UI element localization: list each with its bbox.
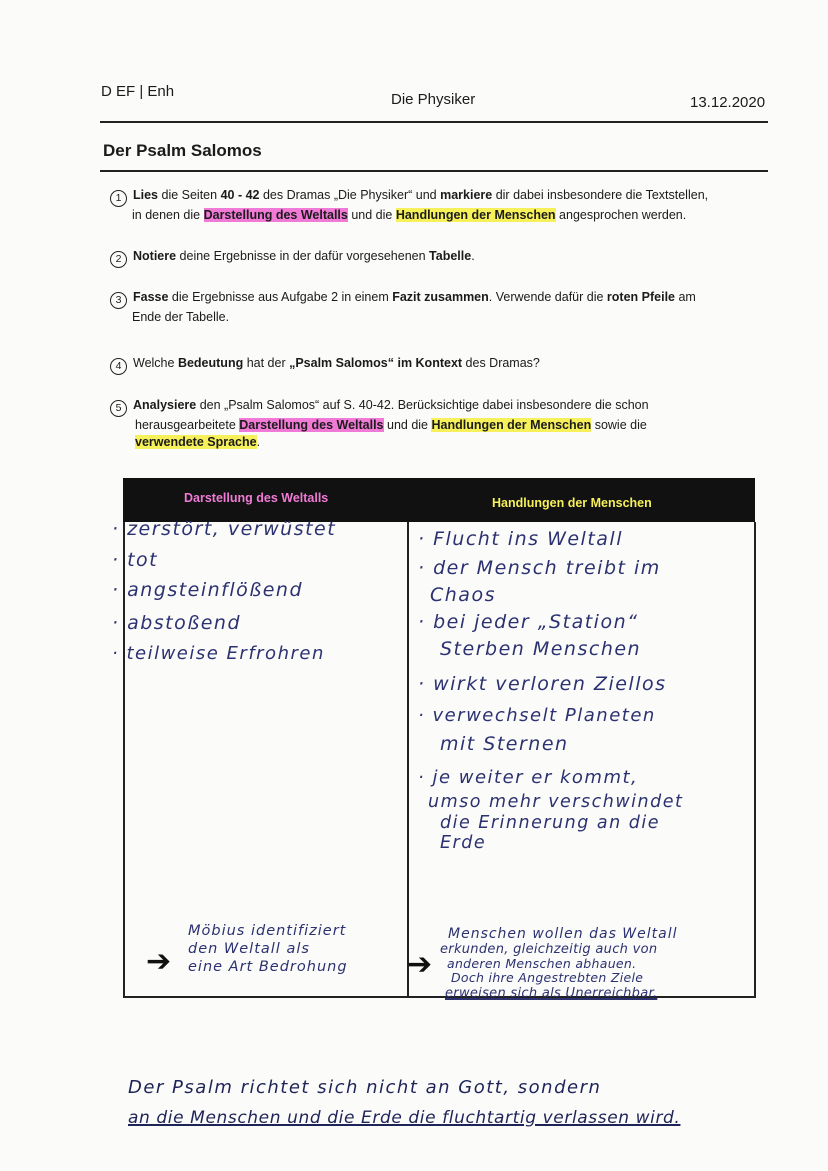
task-number: 3 xyxy=(110,292,127,309)
task-2: 2 Notiere deine Ergebnisse in der dafür vorgesehenen Tabelle. xyxy=(110,248,770,268)
task-4: 4 Welche Bedeutung hat der „Psalm Salomos“ im Kontext des Dramas? xyxy=(110,355,770,375)
title-rule xyxy=(100,170,768,172)
col2-item: Chaos xyxy=(430,584,496,606)
course-label: D EF | Enh xyxy=(101,83,175,100)
col2-conclusion-line: Doch ihre Angestrebten Ziele xyxy=(451,970,644,985)
topic-label: Die Physiker xyxy=(391,91,476,108)
col1-conclusion-line: den Weltall als xyxy=(188,941,310,957)
col2-conclusion-line: Menschen wollen das Weltall xyxy=(448,926,678,942)
task-3: 3 Fasse die Ergebnisse aus Aufgabe 2 in einem Fazit zusammen. Verwende dafür die roten Pfeile am Ende der Tabelle. xyxy=(110,289,770,326)
task-5: 5 Analysiere den „Psalm Salomos“ auf S. 40-42. Berücksichtige dabei insbesondere die schon herausgearbeitete Darstellung des Weltalls und die Handlungen der Menschen sowie die verwendete Sprache. xyxy=(110,397,770,451)
arrow-icon: ➔ xyxy=(146,945,172,978)
col2-item: · der Mensch treibt im xyxy=(418,557,661,579)
task-1: 1 Lies die Seiten 40 - 42 des Dramas „Die Physiker“ und markiere dir dabei insbesondere die Textstellen, in denen die Darstellung des Weltalls und die Handlungen der Menschen angesprochen werden. xyxy=(110,187,770,224)
col2-item: · bei jeder „Station“ xyxy=(418,611,639,633)
col1-conclusion-line: Möbius identifiziert xyxy=(188,923,347,939)
col2-item: · verwechselt Planeten xyxy=(418,705,656,726)
header-rule xyxy=(100,121,768,123)
arrow-icon: ➔ xyxy=(407,948,433,981)
col1-item: · tot xyxy=(112,549,159,571)
task-number: 2 xyxy=(110,251,127,268)
col1-conclusion-line: eine Art Bedrohung xyxy=(188,959,348,975)
col1-item: · zerstört, verwüstet xyxy=(112,518,337,540)
task-number: 1 xyxy=(110,190,127,207)
task-number: 5 xyxy=(110,400,127,417)
col2-conclusion-line: erweisen sich als Unerreichbar. xyxy=(445,986,658,1001)
col1-header: Darstellung des Weltalls xyxy=(184,491,329,505)
summary-line-2: an die Menschen und die Erde die fluchtartig verlassen wird. xyxy=(128,1108,681,1128)
col2-item: Sterben Menschen xyxy=(440,638,642,660)
col2-item: · Flucht ins Weltall xyxy=(418,528,623,550)
col1-item: · teilweise Erfrohren xyxy=(112,643,325,664)
col2-item: · wirkt verloren Ziellos xyxy=(418,673,667,695)
date-label: 13.12.2020 xyxy=(690,94,766,111)
col2-item: · je weiter er kommt, xyxy=(418,767,639,788)
task-number: 4 xyxy=(110,358,127,375)
col2-item: umso mehr verschwindet xyxy=(428,792,684,812)
col1-item: · abstoßend xyxy=(112,612,242,634)
col2-item: Erde xyxy=(440,833,487,853)
col2-item: mit Sternen xyxy=(440,733,569,755)
col2-item: die Erinnerung an die xyxy=(440,813,661,833)
col2-conclusion-line: erkunden, gleichzeitig auch von xyxy=(440,942,658,957)
col1-item: · angsteinflößend xyxy=(112,579,304,601)
col2-header: Handlungen der Menschen xyxy=(492,496,652,510)
table-divider xyxy=(407,522,409,998)
col2-conclusion-line: anderen Menschen abhauen. xyxy=(447,956,637,971)
summary-line-1: Der Psalm richtet sich nicht an Gott, sondern xyxy=(128,1077,602,1098)
page-title: Der Psalm Salomos xyxy=(103,141,262,160)
